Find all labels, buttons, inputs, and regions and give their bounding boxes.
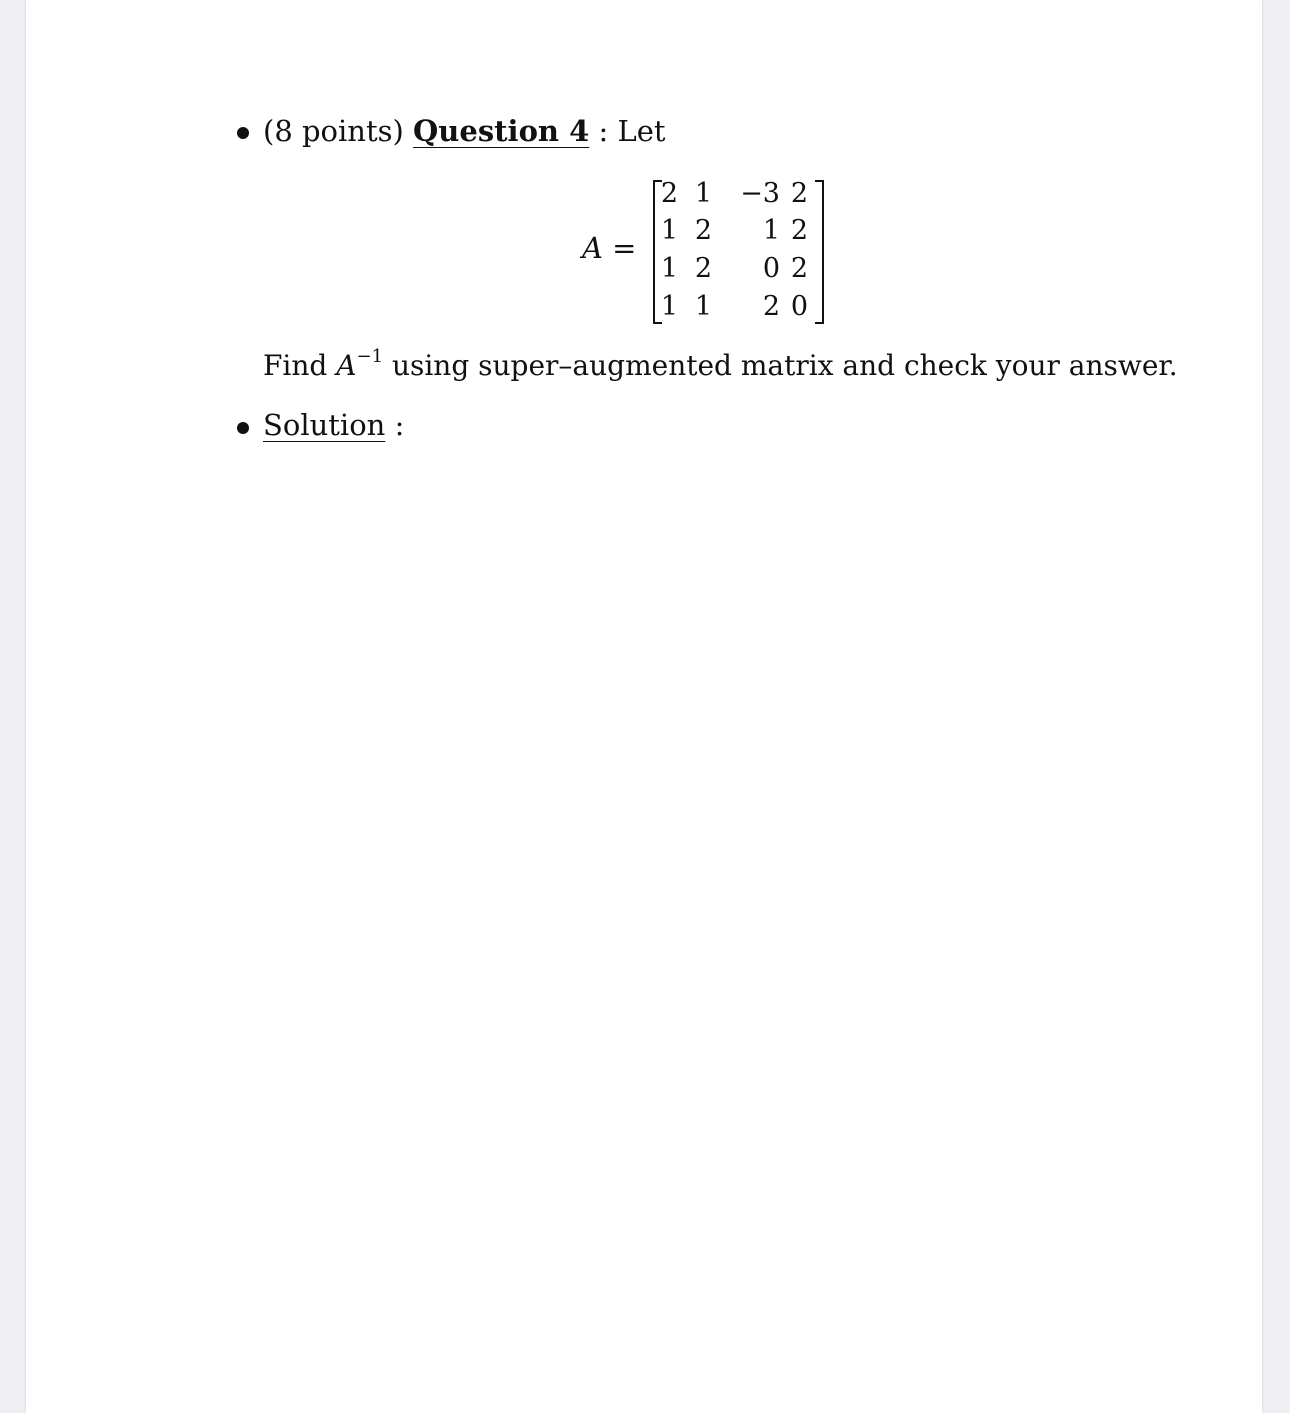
instruction-symbol: A <box>336 349 357 382</box>
matrix-cell: 1 <box>660 253 678 284</box>
matrix-label <box>582 231 637 265</box>
solution-line <box>263 408 405 442</box>
matrix-cell: 2 <box>694 215 712 246</box>
solution-colon: : <box>394 408 405 442</box>
matrix-cell: 0 <box>790 291 808 322</box>
matrix-cell: 2 <box>790 215 808 246</box>
matrix-cell: 1 <box>660 291 678 322</box>
bullet-icon <box>237 127 249 139</box>
question-points: (8 points) <box>263 114 404 148</box>
question-intro: Let <box>617 114 666 148</box>
right-bracket <box>815 180 824 324</box>
solution-label: Solution <box>263 408 386 442</box>
matrix-cell: 2 <box>694 253 712 284</box>
question-title: Question 4 <box>413 114 590 148</box>
question-line <box>263 114 666 148</box>
matrix-cell: 1 <box>694 291 712 322</box>
matrix-name: A <box>582 231 603 265</box>
question-colon: : <box>598 114 609 148</box>
instruction-suffix: using super–augmented matrix and check your answer. <box>391 349 1178 382</box>
bullet-icon <box>237 422 249 434</box>
instruction-prefix: Find <box>263 349 328 382</box>
matrix-cell: −3 <box>740 178 780 209</box>
matrix-cell: 2 <box>790 253 808 284</box>
matrix-cell: 2 <box>660 178 678 209</box>
matrix-cell: 0 <box>762 253 780 284</box>
instruction-exponent: −1 <box>356 346 384 367</box>
matrix-cell: 2 <box>762 291 780 322</box>
document-page <box>26 0 1262 1413</box>
matrix-cell: 2 <box>790 178 808 209</box>
matrix-cell: 1 <box>762 215 780 246</box>
matrix-a <box>650 180 820 322</box>
matrix-cell: 1 <box>694 178 712 209</box>
instruction-line <box>263 346 1178 382</box>
matrix-cell: 1 <box>660 215 678 246</box>
matrix-equals: = <box>612 231 637 265</box>
